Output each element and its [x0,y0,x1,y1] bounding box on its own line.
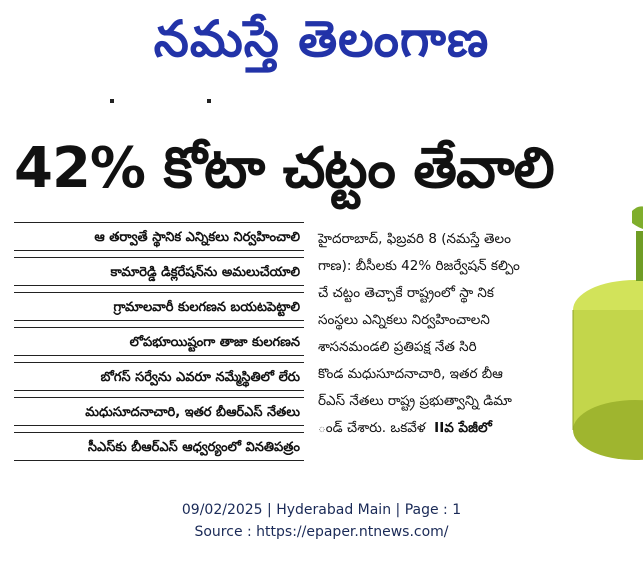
story-line: హైదరాబాద్, ఫిబ్రవరి 8 (నమస్తే తెలం [318,231,511,247]
continuation-ref: IIవ పేజీలో [434,420,492,436]
strip-mark [207,99,211,103]
highlight-item: మధుసూదనాచారి, ఇతర బీఆర్‌ఎస్ నేతలు [14,397,304,426]
story-line: చే చట్టం తెచ్చాకే రాష్ట్రంలో స్థా నిక [318,285,494,301]
highlight-item: కామారెడ్డి డిక్లరేషన్‌ను అమలుచేయాలి [14,257,304,286]
highlight-item: లోపభూయిష్టంగా తాజా కులగణన [14,327,304,356]
illustration-graphic [560,195,643,465]
highlight-item: బోగస్ సర్వేను ఎవరూ నమ్మేస్థితిలో లేరు [14,362,304,391]
story-line: ర్‌ఎస్ నేతలు రాష్ట్ర ప్రభుత్వాన్ని డిమా [318,393,512,409]
edition-info: 09/02/2025 | Hyderabad Main | Page : 1 [181,502,462,518]
story-line-last [318,415,586,442]
story-line: కొండ మధుసూదనాచారి, ఇతర బీఆ [318,366,503,382]
source-footer [0,485,643,562]
highlight-item: సీఎస్‌కు బీఆర్‌ఎస్ ఆధ్వర్యంలో వినతిపత్రం [14,432,304,461]
story-line: ండ్ చేశారు. ఒకవేళ [318,420,426,436]
source-link[interactable]: Source : https://epaper.ntnews.com/ [194,524,449,540]
story-line: గాణ): బీసీలకు 42% రిజర్వేషన్ కల్పిం [318,258,520,274]
masthead [0,0,643,82]
strip-mark [110,99,114,103]
illustration-figure [632,206,643,231]
story-line: శాసనమండలి ప్రతిపక్ష నేత సిరి [318,339,477,355]
masthead-title: నమస్తే తెలంగాణ [153,10,490,68]
highlight-item: ఆ తర్వాతే స్థానిక ఎన్నికలు నిర్వహించాలి [14,222,304,251]
illustration-figure-body [636,231,643,281]
highlights-list [14,222,304,467]
highlight-item: గ్రామాలవారీ కులగణన బయటపెట్టాలి [14,292,304,321]
headline: 42% కోటా చట్టం తేవాలి [14,136,554,201]
masthead-rule-strip [0,82,643,120]
story-body [318,226,586,442]
story-line: సంస్థలు ఎన్నికలు నిర్వహించాలని [318,312,490,328]
